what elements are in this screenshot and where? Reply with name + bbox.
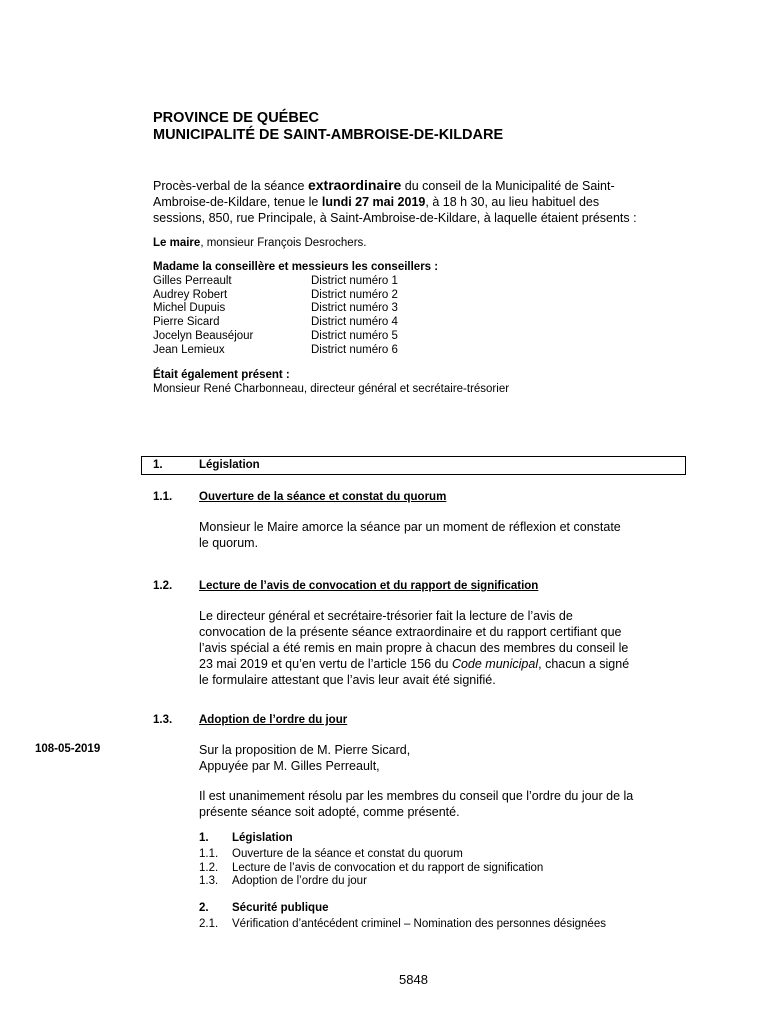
item-1-3-resolution: Il est unanimement résolu par les membres du conseil que l’ordre du jour de la présente séance soit adopté, comme présenté. — [199, 789, 634, 819]
agenda-item — [199, 875, 543, 889]
mayor-line: Le maire, monsieur François Desrochers. — [153, 237, 367, 249]
councillor-row — [153, 275, 398, 289]
intro-paragraph: Procès-verbal de la séance extraordinaire du conseil de la Municipalité de Saint- Ambroise-de-Kildare, tenue le lundi 27 mai 2019, à 18 h 30, au lieu habituel des sessions, 850, rue Principale, à Saint-Ambroise-de-Kildare, à laquelle étaient présents : — [153, 177, 637, 225]
item-1-3-motion: Sur la proposition de M. Pierre Sicard, Appuyée par M. Gilles Perreault, — [199, 743, 411, 773]
item-1-1-number: 1.1. — [153, 491, 173, 503]
councillor-name: Pierre Sicard — [153, 316, 220, 329]
item-1-3-title: Adoption de l’ordre du jour — [199, 714, 348, 726]
agenda-item-title: Adoption de l’ordre du jour — [232, 875, 367, 888]
agenda-section-1: 1. Législation — [199, 832, 293, 844]
item-1-3-number: 1.3. — [153, 714, 173, 726]
resolution-number: 108-05-2019 — [35, 743, 101, 755]
councillor-name: Audrey Robert — [153, 288, 228, 301]
page-number: 5848 — [399, 972, 428, 987]
item-1-1-text: Monsieur le Maire amorce la séance par un moment de réflexion et constate le quorum. — [199, 520, 621, 550]
agenda-items-2 — [199, 918, 606, 932]
councillor-name: Jocelyn Beauséjour — [153, 329, 254, 342]
item-1-2-title: Lecture de l’avis de convocation et du rapport de signification — [199, 580, 539, 592]
agenda-item-title: Lecture de l’avis de convocation et du rapport de signification — [232, 861, 544, 874]
item-1-2-text: Le directeur général et secrétaire-trésorier fait la lecture de l’avis de convocation de la présente séance extraordinaire et du rapport certifiant que l’avis spécial a été remis en main propre à chacun des membres du conseil le 23 mai 2019 et qu’en vertu de l’article 156 du Code municipal, chacun a signé le formulaire attestant que l’avis leur avait été signifié. — [199, 609, 630, 687]
province-heading: PROVINCE DE QUÉBEC — [153, 110, 319, 126]
councillor-name: Gilles Perreault — [153, 275, 232, 287]
agenda-item-title: Vérification d’antécédent criminel – Nomination des personnes désignées — [232, 918, 606, 930]
also-present-heading: Était également présent : — [153, 369, 290, 381]
also-present-text: Monsieur René Charbonneau, directeur général et secrétaire-trésorier — [153, 383, 510, 395]
agenda-item — [199, 848, 543, 862]
agenda-items-1 — [199, 848, 543, 889]
agenda-item-number: 1.2. — [199, 861, 219, 874]
agenda-item-number: 1.3. — [199, 875, 219, 888]
agenda-item — [199, 862, 543, 876]
councillor-district: District numéro 3 — [311, 302, 398, 315]
agenda-item-number: 2.1. — [199, 918, 219, 930]
agenda-section-2: 2. Sécurité publique — [199, 902, 329, 914]
councillor-row — [153, 330, 398, 344]
section-1-number: 1. — [153, 459, 163, 471]
councillor-row — [153, 289, 398, 303]
item-1-1-title: Ouverture de la séance et constat du quorum — [199, 491, 447, 503]
agenda-item-number: 1.1. — [199, 848, 219, 860]
councillor-name: Michel Dupuis — [153, 302, 226, 315]
councillor-name: Jean Lemieux — [153, 343, 225, 356]
section-1-title: Législation — [199, 459, 260, 471]
councillor-district: District numéro 1 — [311, 275, 398, 287]
agenda-item-title: Ouverture de la séance et constat du quorum — [232, 848, 463, 860]
municipality-heading: MUNICIPALITÉ DE SAINT-AMBROISE-DE-KILDARE — [153, 127, 504, 143]
councillor-district: District numéro 5 — [311, 329, 398, 342]
agenda-item — [199, 918, 606, 932]
councillors-heading: Madame la conseillère et messieurs les conseillers : — [153, 261, 439, 273]
item-1-2-number: 1.2. — [153, 580, 173, 592]
councillors-list — [153, 275, 398, 357]
councillor-row — [153, 302, 398, 316]
councillor-district: District numéro 2 — [311, 288, 398, 301]
councillor-district: District numéro 6 — [311, 343, 398, 356]
councillor-row — [153, 316, 398, 330]
councillor-row — [153, 344, 398, 358]
councillor-district: District numéro 4 — [311, 316, 398, 329]
